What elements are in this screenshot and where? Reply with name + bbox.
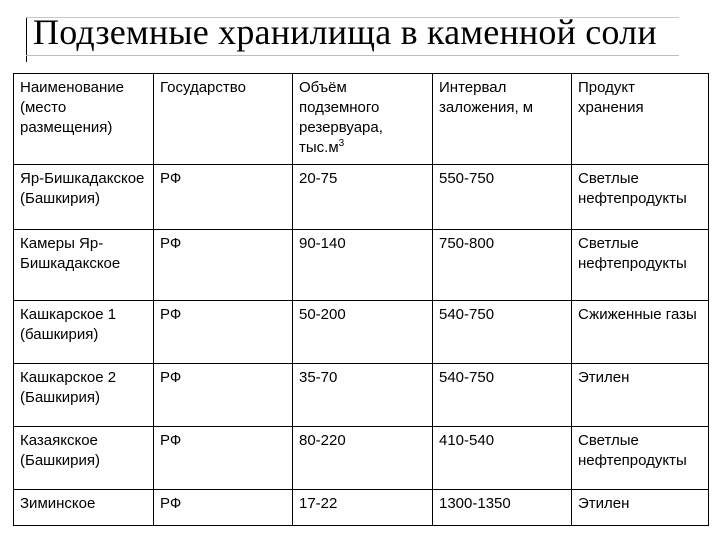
- cell-product: Светлые нефтепродукты: [572, 230, 709, 301]
- cell-country: РФ: [154, 165, 293, 230]
- cell-product: Светлые нефтепродукты: [572, 165, 709, 230]
- slide-title: Подземные хранилища в каменной соли: [33, 12, 657, 52]
- header-volume-superscript: 3: [338, 138, 345, 149]
- table-row: [14, 230, 709, 301]
- cell-depth: 540-750: [433, 301, 572, 364]
- cell-place: Зиминское: [14, 490, 154, 526]
- cell-volume: 80-220: [293, 427, 433, 490]
- cell-depth: 410-540: [433, 427, 572, 490]
- cell-product: Этилен: [572, 364, 709, 427]
- cell-country: РФ: [154, 230, 293, 301]
- header-country: Государство: [154, 74, 293, 165]
- cell-depth: 1300-1350: [433, 490, 572, 526]
- cell-depth: 550-750: [433, 165, 572, 230]
- cell-country: РФ: [154, 427, 293, 490]
- cell-product: Этилен: [572, 490, 709, 526]
- header-volume-text: Объём подземного резервуара, тыс.м: [299, 79, 383, 156]
- cell-volume: 35-70: [293, 364, 433, 427]
- cell-country: РФ: [154, 364, 293, 427]
- cell-product: Светлые нефтепродукты: [572, 427, 709, 490]
- cell-place: Камеры Яр-Бишкадакское: [14, 230, 154, 301]
- storage-table: [13, 73, 709, 526]
- cell-place: Кашкарское 2 (Башкирия): [14, 364, 154, 427]
- cell-place: Кашкарское 1 (башкирия): [14, 301, 154, 364]
- header-place: Наименование (место размещения): [14, 74, 154, 165]
- cell-volume: 20-75: [293, 165, 433, 230]
- cell-country: РФ: [154, 490, 293, 526]
- cell-volume: 17-22: [293, 490, 433, 526]
- cell-volume: 50-200: [293, 301, 433, 364]
- header-product: Продукт хранения: [572, 74, 709, 165]
- cell-depth: 540-750: [433, 364, 572, 427]
- table-row: [14, 165, 709, 230]
- cell-volume: 90-140: [293, 230, 433, 301]
- table-row: [14, 490, 709, 526]
- cell-place: Яр-Бишкадакское (Башкирия): [14, 165, 154, 230]
- cell-product: Сжиженные газы: [572, 301, 709, 364]
- table-row: [14, 301, 709, 364]
- cell-depth: 750-800: [433, 230, 572, 301]
- header-volume: [293, 74, 433, 165]
- cell-country: РФ: [154, 301, 293, 364]
- cell-place: Казаякское (Башкирия): [14, 427, 154, 490]
- title-bottom-rule: [26, 55, 679, 56]
- table-row: [14, 364, 709, 427]
- table-header-row: [14, 74, 709, 165]
- table-row: [14, 427, 709, 490]
- header-depth: Интервал заложения, м: [433, 74, 572, 165]
